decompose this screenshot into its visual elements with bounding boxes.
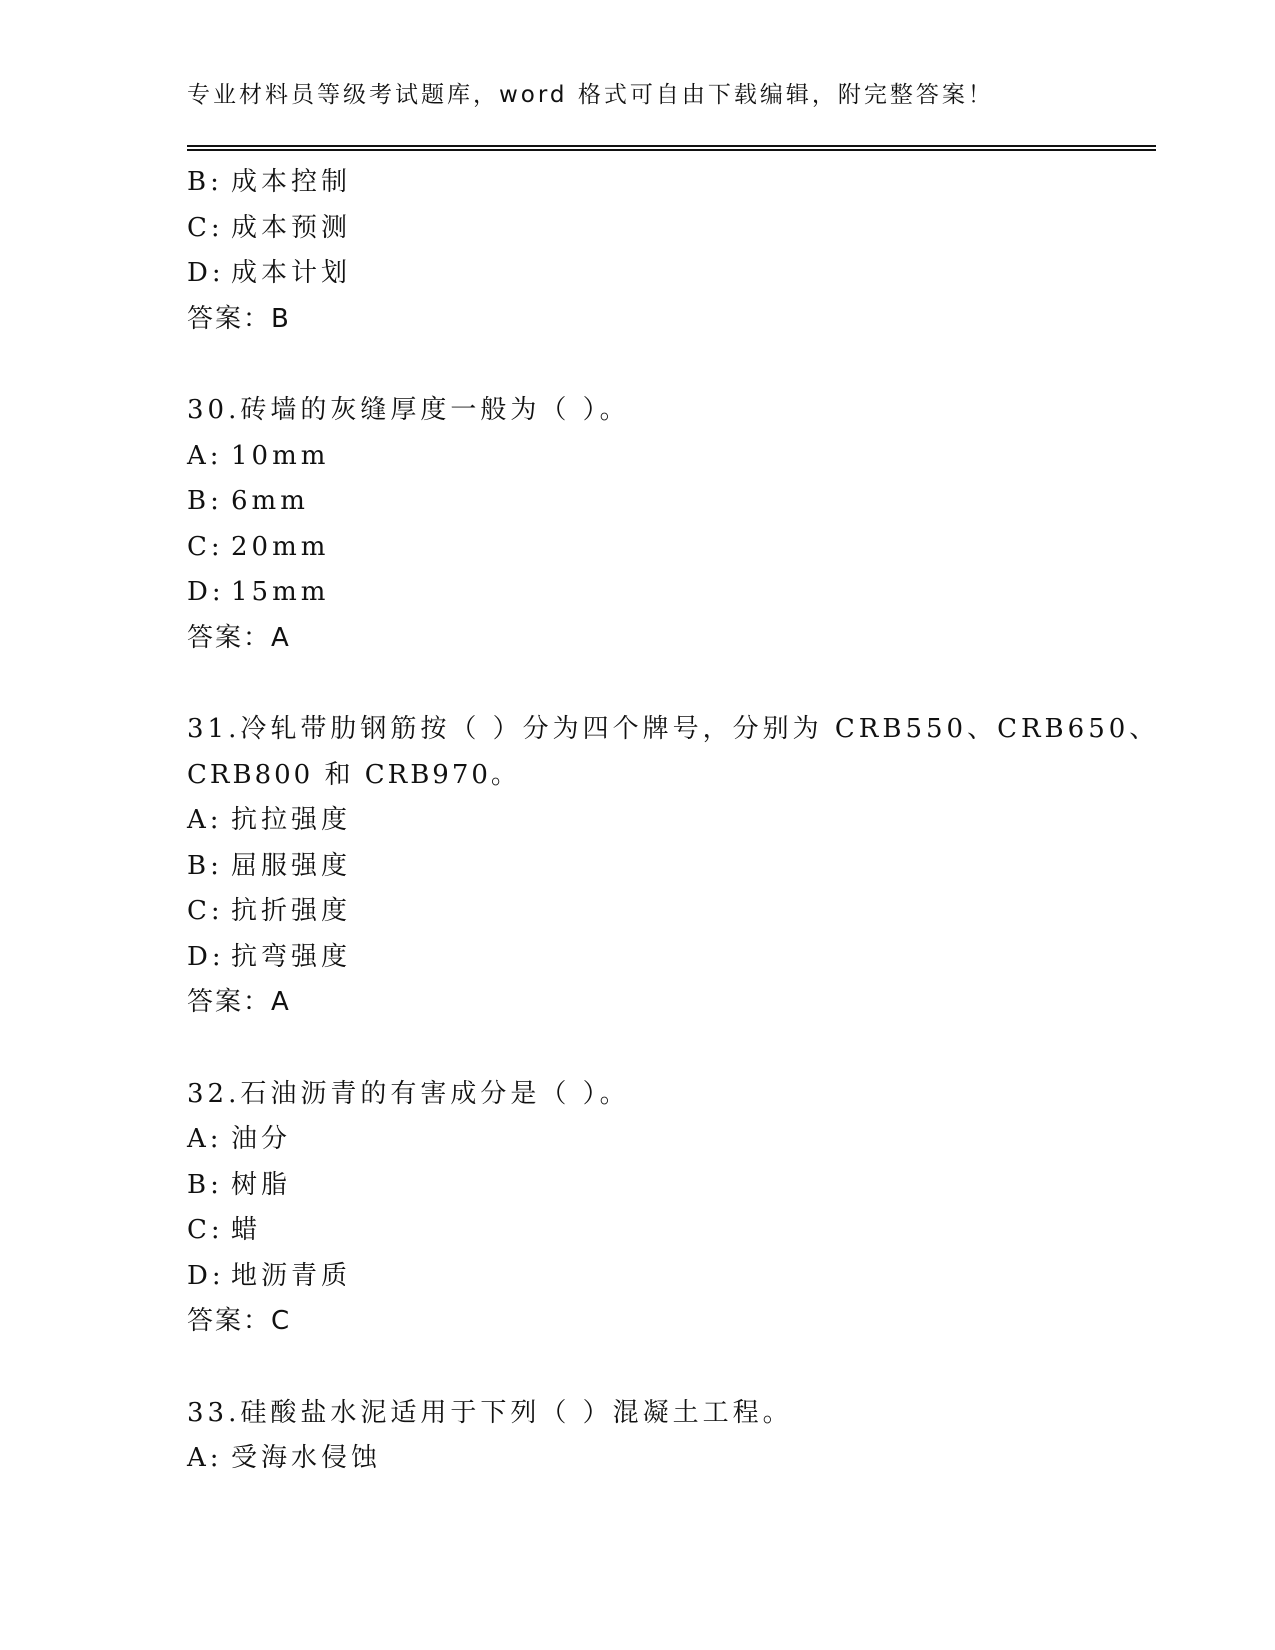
option-key: B: xyxy=(187,1169,223,1200)
spacer xyxy=(187,1345,1156,1391)
spacer xyxy=(187,661,1156,707)
option-line xyxy=(187,798,1156,844)
option-line xyxy=(187,935,1156,981)
option-text: 油分 xyxy=(231,1124,292,1154)
option-line xyxy=(187,1254,1156,1300)
answer-line: 答案：A xyxy=(187,987,291,1017)
question-stem-continued: CRB800 和 CRB970。 xyxy=(187,759,520,790)
option-line xyxy=(187,889,1156,935)
option-key: D: xyxy=(187,577,225,607)
option-text: 成本计划 xyxy=(231,258,352,288)
option-key: C: xyxy=(187,1215,224,1245)
option-text: 6mm xyxy=(231,486,309,516)
question-stem: 31.冷轧带肋钢筋按（ ）分为四个牌号，分别为 CRB550、CRB650、 xyxy=(187,714,1160,744)
option-text: 成本控制 xyxy=(231,167,352,197)
answer-line: 答案：A xyxy=(187,622,291,653)
option-line xyxy=(187,844,1156,890)
question-stem: 30.砖墙的灰缝厚度一般为（ ）。 xyxy=(187,395,630,425)
answer-line: 答案：B xyxy=(187,303,291,334)
option-text: 地沥青质 xyxy=(231,1260,352,1291)
option-key: A: xyxy=(187,1443,223,1473)
option-text: 成本预测 xyxy=(231,212,352,243)
question-stem: 32.石油沥青的有害成分是（ ）。 xyxy=(187,1078,630,1109)
spacer xyxy=(187,342,1156,388)
option-key: D: xyxy=(187,1260,225,1291)
option-key: B: xyxy=(187,486,223,516)
header-double-rule xyxy=(187,145,1156,151)
option-key: D: xyxy=(187,258,225,288)
spacer xyxy=(187,1026,1156,1072)
option-line xyxy=(187,1436,1156,1482)
option-key: A: xyxy=(187,1124,223,1154)
answer-line: 答案：C xyxy=(187,1306,292,1336)
option-key: C: xyxy=(187,896,224,926)
option-key: B: xyxy=(187,167,223,197)
option-text: 受海水侵蚀 xyxy=(231,1443,382,1473)
option-line xyxy=(187,1208,1156,1254)
option-line xyxy=(187,525,1156,571)
option-text: 抗折强度 xyxy=(231,896,352,926)
option-line xyxy=(187,479,1156,525)
option-line xyxy=(187,434,1156,480)
option-line xyxy=(187,206,1156,252)
option-line xyxy=(187,251,1156,297)
option-key: C: xyxy=(187,212,224,243)
option-line xyxy=(187,1163,1156,1209)
option-text: 15mm xyxy=(231,577,330,607)
option-text: 10mm xyxy=(231,440,330,471)
option-line xyxy=(187,160,1156,206)
option-line xyxy=(187,1117,1156,1163)
question-content xyxy=(187,160,1160,1482)
question-stem: 33.硅酸盐水泥适用于下列（ ）混凝土工程。 xyxy=(187,1397,793,1428)
option-line xyxy=(187,570,1156,616)
option-key: D: xyxy=(187,941,225,972)
page-header: 专业材料员等级考试题库，word 格式可自由下载编辑，附完整答案！ xyxy=(187,82,994,108)
option-text: 20mm xyxy=(231,531,330,562)
option-text: 抗弯强度 xyxy=(231,941,352,972)
option-key: B: xyxy=(187,850,223,881)
option-text: 蜡 xyxy=(231,1215,262,1245)
option-text: 抗拉强度 xyxy=(231,805,352,835)
option-key: A: xyxy=(187,805,223,835)
option-text: 屈服强度 xyxy=(231,850,352,881)
option-key: C: xyxy=(187,531,224,562)
option-text: 树脂 xyxy=(231,1169,292,1200)
option-key: A: xyxy=(187,440,223,471)
